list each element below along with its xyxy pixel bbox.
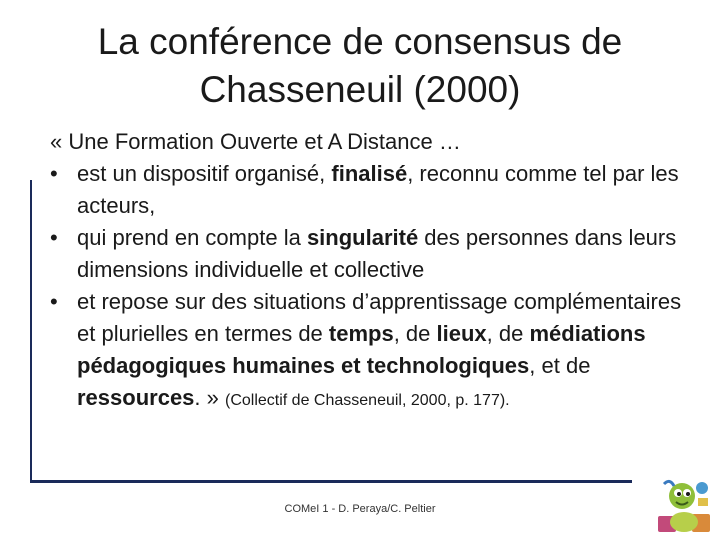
bullet-emphasis: temps: [328, 321, 394, 346]
bullet-text: des personnes dans leurs dimensions individuelle et collective: [77, 225, 677, 282]
bullet-text: , et de: [529, 353, 591, 378]
bullet-item-2: [44, 222, 684, 286]
slide-title: [40, 18, 680, 114]
title-line-2: Chasseneuil (2000): [199, 69, 521, 110]
bullet-item-1: [44, 158, 684, 222]
bullet-emphasis: singularité: [306, 225, 419, 250]
quote-body: [44, 126, 684, 417]
bullet-emphasis: médiations pédagogiques humaines et technologiques: [77, 321, 646, 378]
bullet-icon: •: [50, 161, 58, 186]
bullet-text: et repose sur des situations d’apprentissage complémentaires et plurielles en termes de: [77, 289, 682, 346]
title-line-1: La conférence de consensus de: [97, 21, 623, 62]
frame-bottom-border: [30, 480, 632, 483]
bullet-text: , de: [393, 321, 437, 346]
bullet-text: , reconnu comme tel par les acteurs,: [77, 161, 679, 218]
bullet-icon: •: [50, 225, 58, 250]
quote-intro: « Une Formation Ouverte et A Distance …: [50, 129, 461, 154]
bullet-item-3: [44, 286, 684, 417]
bullet-emphasis: ressources: [77, 385, 195, 410]
citation: (Collectif de Chasseneuil, 2000, p. 177).: [225, 392, 510, 409]
bullet-text: qui prend en compte la: [77, 225, 307, 250]
bullet-emphasis: lieux: [436, 321, 487, 346]
bullet-emphasis: finalisé: [331, 161, 408, 186]
slide-footer: COMeI 1 - D. Peraya/C. Peltier: [284, 503, 436, 515]
bullet-text: est un dispositif organisé,: [77, 161, 332, 186]
bullet-text: , de: [486, 321, 530, 346]
frame-left-border: [30, 180, 32, 483]
cartoon-mascot-logo-icon: [652, 476, 716, 536]
bullet-icon: •: [50, 289, 58, 314]
bullet-text: . »: [194, 385, 225, 410]
